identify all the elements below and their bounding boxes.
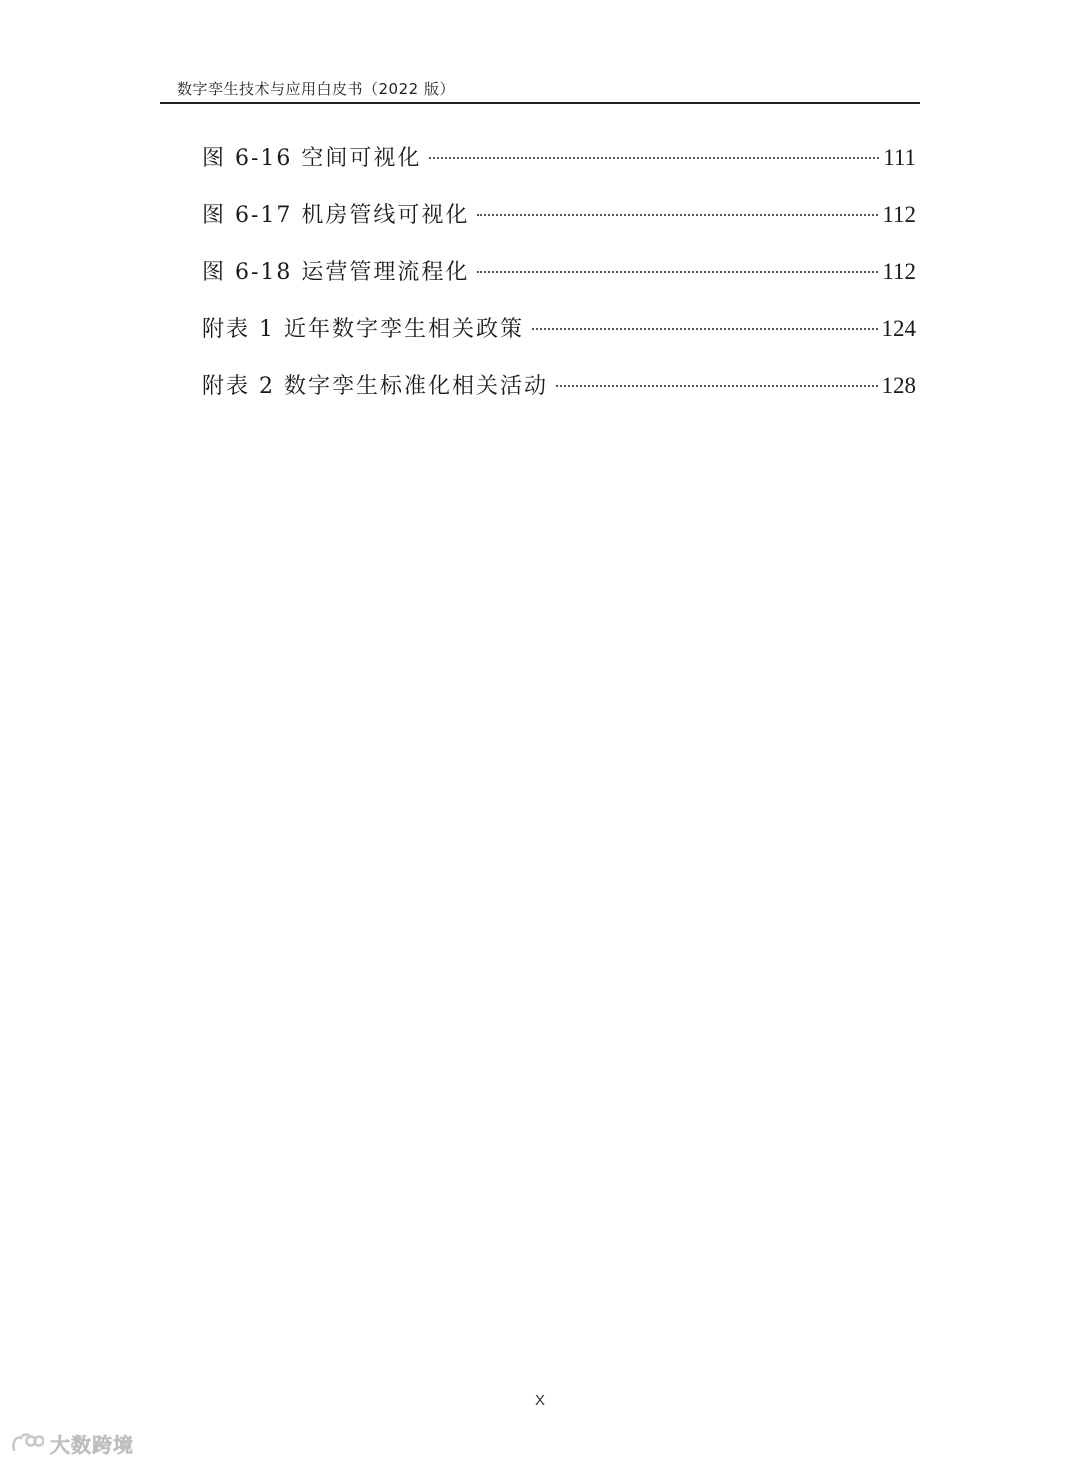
- toc-entry-page: 112: [882, 259, 916, 284]
- running-header-title: 数字孪生技术与应用白皮书（2022 版）: [177, 80, 455, 98]
- toc-dot-leader: [532, 328, 878, 330]
- toc-entry-title: 附表 1 近年数字孪生相关政策: [202, 317, 524, 342]
- toc-dot-leader: [477, 271, 878, 273]
- toc-entry[interactable]: [202, 138, 916, 195]
- toc-entry-page: 112: [882, 202, 916, 227]
- watermark: [10, 1428, 134, 1458]
- toc-dot-leader: [429, 157, 879, 159]
- toc-dot-leader: [477, 214, 878, 216]
- toc-entry[interactable]: [202, 366, 916, 423]
- toc-entry-page: 111: [883, 145, 916, 170]
- watermark-text: 大数跨境: [50, 1432, 134, 1457]
- toc-entry-title: 图 6-16 空间可视化: [202, 146, 422, 171]
- toc-entry[interactable]: [202, 195, 916, 252]
- toc-entry-title: 附表 2 数字孪生标准化相关活动: [202, 374, 548, 399]
- toc-dot-leader: [556, 385, 878, 387]
- toc-entry-page: 128: [881, 373, 916, 398]
- toc-entry-page: 124: [881, 316, 916, 341]
- toc-entry-title: 图 6-18 运营管理流程化: [202, 260, 470, 285]
- toc-entry[interactable]: [202, 309, 916, 366]
- running-header: [160, 72, 920, 104]
- brand-logo-icon: [10, 1430, 44, 1456]
- toc-entry[interactable]: [202, 252, 916, 309]
- page-number: X: [534, 1392, 545, 1409]
- toc-list: [202, 138, 916, 423]
- toc-entry-title: 图 6-17 机房管线可视化: [202, 203, 470, 228]
